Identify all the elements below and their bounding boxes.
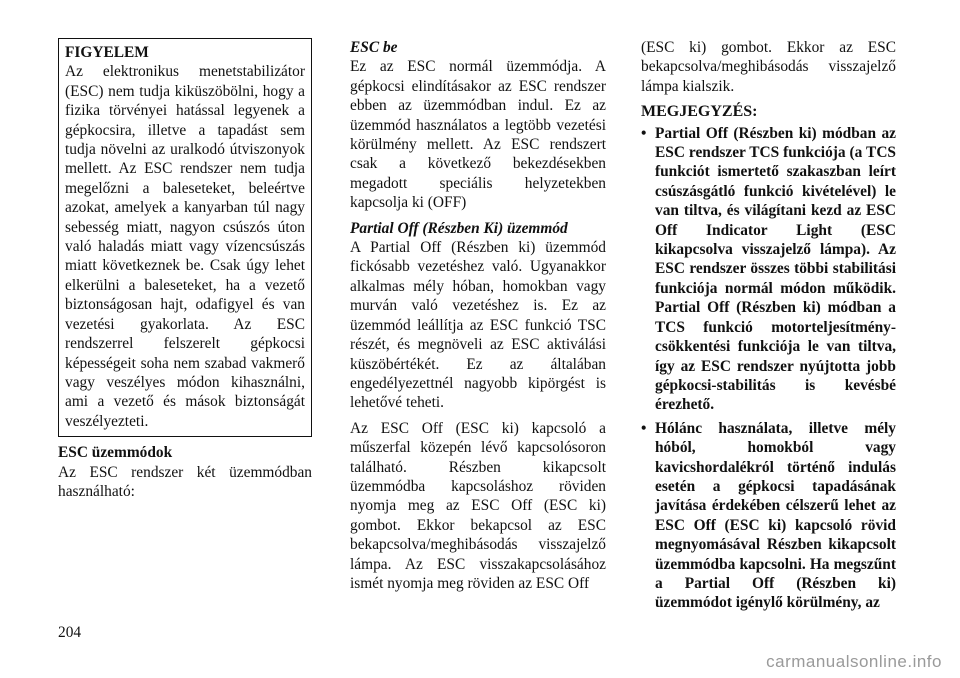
warning-title: FIGYELEM: [65, 44, 149, 61]
watermark-text: carmanualsonline.info: [766, 652, 942, 671]
middle-column: [350, 38, 606, 593]
partial-off-text-3: (ESC ki) gombot. Ekkor az ESC bekapcsolva/meghibásodás visszajelző lámpa kialszik.: [641, 39, 896, 95]
note-item: [641, 124, 896, 415]
left-column: [58, 38, 312, 501]
note-list: [641, 124, 896, 613]
esc-on-title: ESC be: [350, 39, 398, 56]
esc-on-text: Ez az ESC normál üzemmódja. A gépkocsi elindításakor az ESC rendszer ebben az üzemmódban indul. Ez az üzemmód használatos a legtöbb vezetési körülmény mellett. Az ESC rendszert csak a következő bekezdésekben megadott speciális helyzetekben kapcsolja ki (OFF): [350, 58, 606, 212]
partial-off-title: Partial Off (Részben Ki) üzemmód: [350, 219, 568, 237]
note-item: [641, 419, 896, 613]
warning-box: [58, 38, 312, 437]
right-column: [641, 38, 896, 617]
bullet-icon: •: [641, 419, 647, 437]
partial-off-text-2: Az ESC Off (ESC ki) kapcsoló a műszerfal közepén lévő kapcsolósoron található. Részben kikapcsolt üzemmódba kapcsoláshoz röviden nyomja meg az ESC Off (ESC ki) gombot. Ekkor bekapcsol az ESC bekapcsolva/meghibásodás visszajelző lámpa. Az ESC visszakapcsolásához ismét nyomja meg röviden az ESC Off: [350, 419, 606, 592]
page-number: 204: [58, 624, 82, 641]
partial-off-text-1: A Partial Off (Részben ki) üzemmód fickósabb vezetéshez való. Ugyanakkor alkalmas mély hóban, homokban vagy murván való vezetéshez is. Ez az üzemmód leállítja az ESC funkció TSC részét, és megnöveli az ESC aktiválási küszöbértékét. Ez az általában engedélyezettnél nagyobb kipörgést is lehetővé teheti.: [350, 239, 606, 412]
modes-heading: ESC üzemmódok: [58, 444, 173, 462]
note-title: MEGJEGYZÉS:: [641, 103, 758, 121]
note-item-text: Hólánc használata, illetve mély hóból, homokból vagy kavicshordalékról történő indulás esetén a gépkocsi tapadásának javítása érdekében célszerű lehet az ESC Off (ESC ki) kapcsoló rövid megnyomásával Részben kikapcsolt üzemmódba kapcsolni. Ha megszűnt a Partial Off (Részben ki) üzemmódot igénylő körülmény, az: [655, 419, 896, 612]
bullet-icon: •: [641, 124, 647, 142]
modes-intro: Az ESC rendszer két üzemmódban használható:: [58, 463, 312, 500]
warning-text: Az elektronikus menetstabilizátor (ESC) nem tudja kiküszöbölni, hogy a fizika törvényei hatással legyenek a gépkocsira, illetve a tapadást sem tudja növelni az uralkodó útviszonyok mellett. Az ESC rendszer nem tudja megelőzni a baleseteket, beleértve azokat, amelyek a kanyarban túl nagy sebesség miatt, nagyon csúszós úton való haladás miatt vagy vízencsúszás miatt következnek be. Csak úgy lehet elkerülni a baleseteket, ha a vezető biztonságosan hajt, odafigyel és van vezetési gyakorlata. Az ESC rendszerrel felszerelt gépkocsi képességeit soha nem szabad vakmerő vagy veszélyes módon kihasználni, ami a vezető és mások biztonságát veszélyezteti.: [65, 63, 305, 430]
note-item-text: Partial Off (Részben ki) módban az ESC rendszer TCS funkciója (a TCS funkciót ismertető szakaszban leírt csúszásgátló funkció kivételével) le van tiltva, és világítani kezd az ESC Off Indicator Light (ESC kikapcsolva visszajelző lámpa). Az ESC rendszer összes többi stabilitási funkciója normál módon működik. Partial Off (Részben ki) módban a TCS funkció motorteljesítmény-csökkentési funkciója le van tiltva, így az ESC rendszer nyújtotta jobb gépkocsi-stabilitás is kevésbé érezhető.: [655, 124, 896, 414]
